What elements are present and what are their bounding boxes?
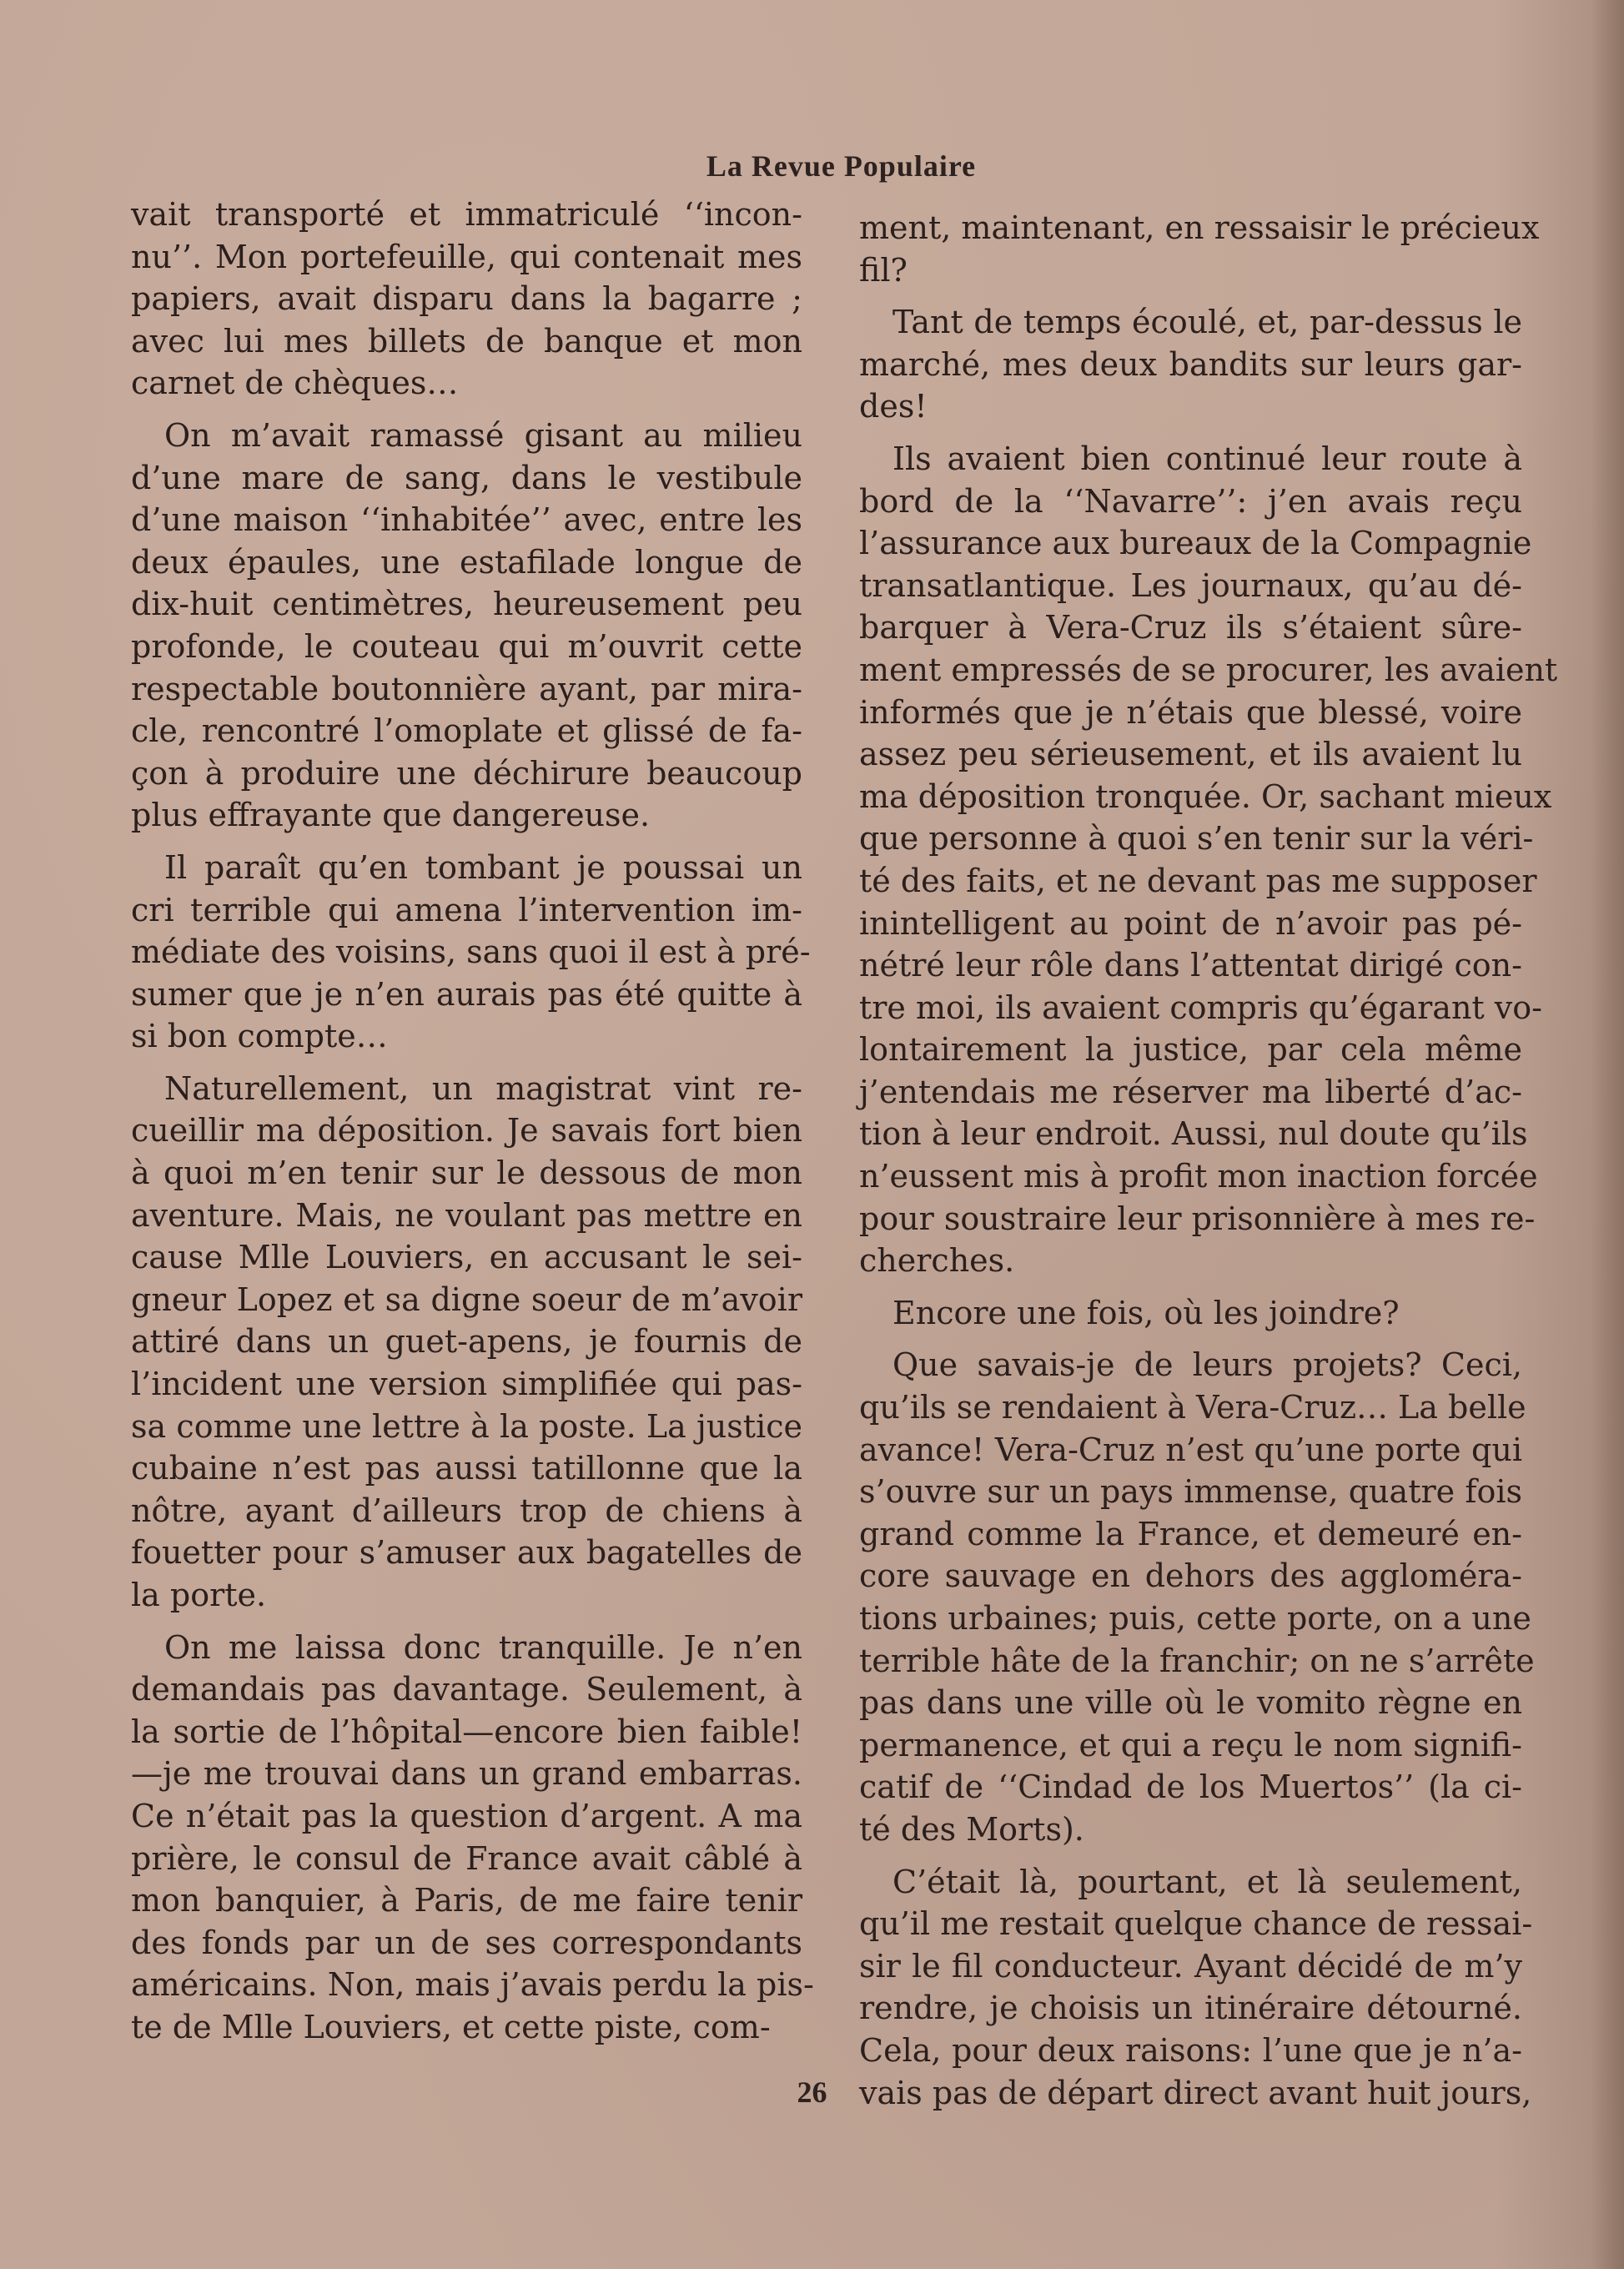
text-line: cueillir ma déposition. Je savais fort bien	[131, 1112, 802, 1150]
page-edge-shadow	[1591, 0, 1624, 2269]
paragraph	[131, 194, 802, 405]
text-line: à quoi m’en tenir sur le dessous de mon	[131, 1155, 802, 1192]
paragraph	[131, 415, 802, 837]
text-line: dix-huit centimètres, heureusement peu	[131, 586, 802, 623]
text-line: gneur Lopez et sa digne soeur de m’avoir	[131, 1280, 802, 1318]
text-line: Naturellement, un magistrat vint re-	[164, 1069, 802, 1107]
text-line: cubaine n’est pas aussi tatillonne que la	[131, 1450, 802, 1487]
text-line: sir le fil conducteur. Ayant décidé de m’y	[859, 1947, 1522, 1985]
text-line: core sauvage en dehors des aggloméra-	[859, 1557, 1522, 1595]
text-line: l’incident une version simplifiée qui pas-	[131, 1366, 802, 1403]
text-line: des fonds par un de ses correspondants	[131, 1924, 802, 1961]
text-line: carnet de chèques…	[131, 365, 459, 402]
text-line: rendre, je choisis un itinéraire détourné.	[859, 1990, 1522, 2027]
text-line: nétré leur rôle dans l’attentat dirigé con-	[859, 947, 1522, 984]
text-line: Cela, pour deux raisons: l’une que je n’a-	[859, 2031, 1522, 2069]
text-line: si bon compte…	[131, 1018, 388, 1055]
text-line: attiré dans un guet-apens, je fournis de	[131, 1323, 802, 1361]
text-line: aventure. Mais, ne voulant pas mettre en	[131, 1196, 802, 1234]
paragraph	[131, 1627, 814, 2049]
paragraph	[859, 1344, 1535, 1850]
page-number: 26	[797, 2075, 827, 2109]
text-line: C’était là, pourtant, et là seulement,	[892, 1863, 1522, 1900]
text-line: catif de ‘‘Cindad de los Muertos’’ (la ci-	[859, 1768, 1522, 1806]
text-line: sa comme une lettre à la poste. La justice	[131, 1407, 802, 1445]
paragraph	[131, 847, 811, 1058]
paragraph	[859, 1292, 1522, 1335]
text-line: la sortie de l’hôpital—encore bien faible!	[131, 1713, 802, 1750]
text-line: Ils avaient bien continué leur route à	[892, 440, 1522, 477]
text-line: pour soustraire leur prisonnière à mes re-	[859, 1200, 1536, 1237]
text-line: ma déposition tronquée. Or, sachant mieux	[859, 777, 1552, 815]
text-line: Il paraît qu’en tombant je poussai un	[164, 848, 802, 886]
left-column	[131, 194, 814, 2059]
text-line: inintelligent au point de n’avoir pas pé-	[859, 904, 1522, 942]
text-line: qu’ils se rendaient à Vera-Cruz… La belle	[859, 1389, 1526, 1426]
text-line: nôtre, ayant d’ailleurs trop de chiens à	[131, 1492, 802, 1529]
text-line: Ce n’était pas la question d’argent. A ma	[131, 1797, 802, 1834]
text-line: cherches.	[859, 1242, 1015, 1280]
text-line: qu’il me restait quelque chance de ressai-	[859, 1905, 1533, 1943]
text-line: té des faits, et ne devant pas me supposer	[859, 862, 1537, 899]
text-line: tion à leur endroit. Aussi, nul doute qu’ils	[859, 1115, 1528, 1153]
paragraph	[859, 301, 1522, 428]
text-line: demandais pas davantage. Seulement, à	[131, 1671, 802, 1708]
text-line: tre moi, ils avaient compris qu’égarant vo-	[859, 989, 1542, 1026]
text-line: permanence, et qui a reçu le nom signifi-	[859, 1726, 1522, 1763]
running-header: La Revue Populaire	[706, 149, 977, 183]
text-line: papiers, avait disparu dans la bagarre ;	[131, 280, 802, 318]
text-line: médiate des voisins, sans quoi il est à pré-	[131, 933, 811, 971]
text-line: te de Mlle Louviers, et cette piste, com-	[131, 2008, 771, 2045]
text-line: s’ouvre sur un pays immense, quatre fois	[859, 1473, 1522, 1511]
text-line: informés que je n’étais que blessé, voire	[859, 693, 1522, 731]
text-line: pas dans une ville où le vomito règne en	[859, 1684, 1522, 1722]
text-line: des!	[859, 388, 928, 425]
text-line: lontairement la justice, par cela même	[859, 1031, 1522, 1069]
text-line: mon banquier, à Paris, de me faire tenir	[131, 1882, 802, 1919]
text-line: fil?	[859, 251, 908, 289]
text-line: respectable boutonnière ayant, par mira-	[131, 670, 802, 707]
text-line: ment empressés de se procurer, les avaient	[859, 651, 1558, 688]
text-line: marché, mes deux bandits sur leurs gar-	[859, 345, 1522, 383]
text-line: Encore une fois, où les joindre?	[892, 1294, 1400, 1331]
text-line: sumer que je n’en aurais pas été quitte à	[131, 975, 802, 1013]
text-line: cri terrible qui amena l’intervention im-	[131, 891, 802, 928]
text-line: On me laissa donc tranquille. Je n’en	[164, 1628, 802, 1666]
text-line: vais pas de départ direct avant huit jours,	[859, 2074, 1532, 2111]
text-line: plus effrayante que dangereuse.	[131, 797, 651, 834]
text-line: fouetter pour s’amuser aux bagatelles de	[131, 1534, 802, 1572]
text-line: j’entendais me réserver ma liberté d’ac-	[859, 1073, 1522, 1110]
text-line: tions urbaines; puis, cette porte, on a une	[859, 1600, 1531, 1637]
text-line: l’assurance aux bureaux de la Compagnie	[859, 525, 1532, 562]
text-line: nu’’. Mon portefeuille, qui contenait mes	[131, 238, 802, 275]
text-line: d’une maison ‘‘inhabitée’’ avec, entre les	[131, 501, 802, 539]
text-line: deux épaules, une estafilade longue de	[131, 543, 802, 581]
text-line: n’eussent mis à profit mon inaction forcée	[859, 1158, 1538, 1195]
text-line: On m’avait ramassé gisant au milieu	[164, 416, 802, 454]
text-line: vait transporté et immatriculé ‘‘incon-	[131, 196, 802, 233]
text-line: bord de la ‘‘Navarre’’: j’en avais reçu	[859, 482, 1522, 520]
text-line: transatlantique. Les journaux, qu’au dé-	[859, 566, 1522, 604]
text-line: té des Morts).	[859, 1810, 1084, 1848]
text-line: d’une mare de sang, dans le vestibule	[131, 459, 802, 496]
text-line: cle, rencontré l’omoplate et glissé de fa-	[131, 712, 802, 750]
text-line: américains. Non, mais j’avais perdu la pis-	[131, 1966, 814, 2004]
text-line: assez peu sérieusement, et ils avaient lu	[859, 736, 1522, 773]
text-line: prière, le consul de France avait câblé à	[131, 1839, 802, 1877]
text-line: barquer à Vera-Cruz ils s’étaient sûre-	[859, 609, 1522, 646]
text-line: çon à produire une déchirure beaucoup	[131, 754, 802, 792]
text-line: cause Mlle Louviers, en accusant le sei-	[131, 1239, 802, 1276]
text-line: avec lui mes billets de banque et mon	[131, 322, 802, 360]
paragraph	[131, 1068, 802, 1617]
text-line: profonde, le couteau qui m’ouvrit cette	[131, 627, 802, 665]
text-line: terrible hâte de la franchir; on ne s’arrête	[859, 1642, 1535, 1679]
text-line: —je me trouvai dans un grand embarras.	[131, 1755, 802, 1793]
right-column	[859, 207, 1558, 2124]
text-line: Tant de temps écoulé, et, par-dessus le	[892, 304, 1522, 341]
paragraph	[859, 207, 1540, 291]
text-line: avance! Vera-Cruz n’est qu’une porte qui	[859, 1431, 1522, 1468]
text-line: grand comme la France, et demeuré en-	[859, 1515, 1522, 1552]
text-line: la porte.	[131, 1577, 267, 1613]
text-line: que personne à quoi s’en tenir sur la véri-	[859, 820, 1534, 858]
paragraph	[859, 438, 1558, 1282]
text-line: Que savais-je de leurs projets? Ceci,	[892, 1346, 1522, 1384]
text-line: ment, maintenant, en ressaisir le précieux	[859, 209, 1540, 246]
